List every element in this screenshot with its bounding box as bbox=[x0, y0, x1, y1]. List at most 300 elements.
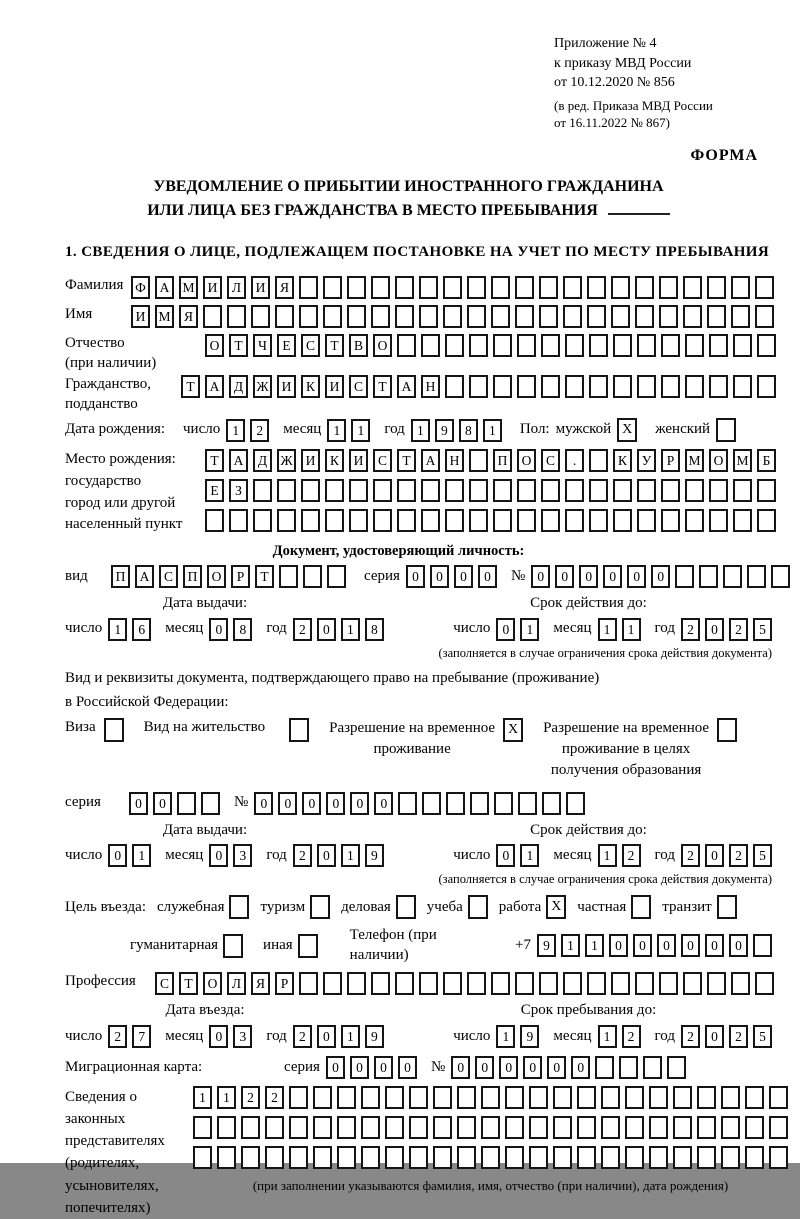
residence-issue-day-cells[interactable] bbox=[108, 844, 151, 867]
char-cell[interactable]: Ф bbox=[131, 276, 150, 299]
char-cell[interactable]: 0 bbox=[398, 1056, 417, 1079]
char-cell[interactable] bbox=[566, 792, 585, 815]
char-cell[interactable] bbox=[517, 509, 536, 532]
char-cell[interactable]: 2 bbox=[293, 844, 312, 867]
char-cell[interactable] bbox=[395, 972, 414, 995]
char-cell[interactable] bbox=[515, 276, 534, 299]
char-cell[interactable]: 5 bbox=[753, 618, 772, 641]
char-cell[interactable] bbox=[539, 276, 558, 299]
char-cell[interactable] bbox=[529, 1146, 548, 1169]
char-cell[interactable]: Т bbox=[205, 449, 224, 472]
char-cell[interactable] bbox=[349, 509, 368, 532]
char-cell[interactable] bbox=[697, 1116, 716, 1139]
char-cell[interactable]: 0 bbox=[603, 565, 622, 588]
char-cell[interactable] bbox=[757, 509, 776, 532]
char-cell[interactable]: 0 bbox=[317, 844, 336, 867]
char-cell[interactable] bbox=[577, 1146, 596, 1169]
doc-kind-cells[interactable] bbox=[111, 565, 346, 588]
char-cell[interactable]: 0 bbox=[633, 934, 652, 957]
phone-cells[interactable] bbox=[537, 934, 772, 957]
char-cell[interactable] bbox=[753, 934, 772, 957]
char-cell[interactable] bbox=[769, 1116, 788, 1139]
char-cell[interactable]: Т bbox=[397, 449, 416, 472]
char-cell[interactable]: 0 bbox=[496, 844, 515, 867]
citizenship-cells[interactable] bbox=[181, 375, 776, 398]
char-cell[interactable]: И bbox=[349, 449, 368, 472]
doc-number-cells[interactable] bbox=[531, 565, 790, 588]
char-cell[interactable]: 9 bbox=[537, 934, 556, 957]
char-cell[interactable]: Р bbox=[275, 972, 294, 995]
char-cell[interactable] bbox=[349, 479, 368, 502]
char-cell[interactable] bbox=[397, 509, 416, 532]
char-cell[interactable] bbox=[625, 1116, 644, 1139]
char-cell[interactable] bbox=[299, 305, 318, 328]
char-cell[interactable] bbox=[395, 276, 414, 299]
char-cell[interactable] bbox=[673, 1146, 692, 1169]
char-cell[interactable] bbox=[661, 334, 680, 357]
char-cell[interactable]: 8 bbox=[459, 419, 478, 442]
char-cell[interactable] bbox=[637, 375, 656, 398]
char-cell[interactable] bbox=[565, 375, 584, 398]
char-cell[interactable] bbox=[203, 305, 222, 328]
char-cell[interactable] bbox=[277, 479, 296, 502]
char-cell[interactable]: Е bbox=[205, 479, 224, 502]
birth-place-row3-cells[interactable] bbox=[205, 509, 776, 532]
char-cell[interactable] bbox=[635, 305, 654, 328]
char-cell[interactable] bbox=[481, 1116, 500, 1139]
char-cell[interactable] bbox=[313, 1116, 332, 1139]
profession-cells[interactable] bbox=[155, 972, 774, 995]
char-cell[interactable]: 2 bbox=[729, 844, 748, 867]
stay-year-cells[interactable] bbox=[681, 1025, 772, 1048]
char-cell[interactable] bbox=[721, 1116, 740, 1139]
char-cell[interactable] bbox=[757, 479, 776, 502]
char-cell[interactable] bbox=[587, 972, 606, 995]
char-cell[interactable]: 0 bbox=[209, 1025, 228, 1048]
char-cell[interactable] bbox=[493, 509, 512, 532]
char-cell[interactable]: 0 bbox=[254, 792, 273, 815]
char-cell[interactable]: У bbox=[637, 449, 656, 472]
char-cell[interactable] bbox=[443, 972, 462, 995]
surname-cells[interactable] bbox=[131, 276, 774, 299]
char-cell[interactable]: 1 bbox=[108, 618, 127, 641]
char-cell[interactable]: 0 bbox=[496, 618, 515, 641]
char-cell[interactable] bbox=[697, 1086, 716, 1109]
char-cell[interactable]: 1 bbox=[327, 419, 346, 442]
char-cell[interactable] bbox=[659, 972, 678, 995]
char-cell[interactable]: А bbox=[229, 449, 248, 472]
char-cell[interactable] bbox=[577, 1086, 596, 1109]
char-cell[interactable] bbox=[467, 305, 486, 328]
char-cell[interactable] bbox=[493, 479, 512, 502]
char-cell[interactable] bbox=[731, 305, 750, 328]
char-cell[interactable]: 0 bbox=[326, 1056, 345, 1079]
char-cell[interactable]: 1 bbox=[520, 618, 539, 641]
char-cell[interactable] bbox=[553, 1086, 572, 1109]
char-cell[interactable] bbox=[241, 1116, 260, 1139]
char-cell[interactable] bbox=[433, 1086, 452, 1109]
char-cell[interactable] bbox=[733, 334, 752, 357]
char-cell[interactable]: 0 bbox=[651, 565, 670, 588]
char-cell[interactable]: 1 bbox=[341, 618, 360, 641]
char-cell[interactable] bbox=[659, 276, 678, 299]
char-cell[interactable] bbox=[709, 479, 728, 502]
char-cell[interactable]: 8 bbox=[365, 618, 384, 641]
validity-month-cells[interactable] bbox=[598, 618, 641, 641]
purpose-tourism-checkbox[interactable] bbox=[310, 895, 330, 919]
char-cell[interactable] bbox=[649, 1146, 668, 1169]
char-cell[interactable] bbox=[421, 334, 440, 357]
char-cell[interactable] bbox=[611, 972, 630, 995]
char-cell[interactable] bbox=[323, 972, 342, 995]
char-cell[interactable] bbox=[385, 1146, 404, 1169]
char-cell[interactable] bbox=[541, 509, 560, 532]
char-cell[interactable]: 0 bbox=[350, 1056, 369, 1079]
char-cell[interactable]: Т bbox=[373, 375, 392, 398]
char-cell[interactable] bbox=[251, 305, 270, 328]
char-cell[interactable]: Т bbox=[255, 565, 274, 588]
char-cell[interactable]: 1 bbox=[561, 934, 580, 957]
char-cell[interactable] bbox=[518, 792, 537, 815]
char-cell[interactable]: М bbox=[179, 276, 198, 299]
residence-issue-year-cells[interactable] bbox=[293, 844, 384, 867]
char-cell[interactable]: И bbox=[301, 449, 320, 472]
char-cell[interactable]: 1 bbox=[585, 934, 604, 957]
char-cell[interactable]: Ч bbox=[253, 334, 272, 357]
issue-year-cells[interactable] bbox=[293, 618, 384, 641]
char-cell[interactable] bbox=[553, 1116, 572, 1139]
char-cell[interactable]: 0 bbox=[705, 934, 724, 957]
char-cell[interactable] bbox=[683, 276, 702, 299]
char-cell[interactable]: С bbox=[159, 565, 178, 588]
char-cell[interactable] bbox=[649, 1116, 668, 1139]
char-cell[interactable] bbox=[515, 305, 534, 328]
char-cell[interactable] bbox=[515, 972, 534, 995]
issue-day-cells[interactable] bbox=[108, 618, 151, 641]
char-cell[interactable] bbox=[611, 305, 630, 328]
char-cell[interactable]: А bbox=[397, 375, 416, 398]
char-cell[interactable]: 0 bbox=[374, 792, 393, 815]
char-cell[interactable]: 0 bbox=[406, 565, 425, 588]
char-cell[interactable] bbox=[709, 334, 728, 357]
char-cell[interactable] bbox=[467, 276, 486, 299]
birth-year-cells[interactable] bbox=[411, 419, 502, 442]
char-cell[interactable]: О bbox=[203, 972, 222, 995]
char-cell[interactable]: М bbox=[685, 449, 704, 472]
char-cell[interactable] bbox=[613, 479, 632, 502]
char-cell[interactable] bbox=[613, 509, 632, 532]
char-cell[interactable] bbox=[517, 334, 536, 357]
char-cell[interactable] bbox=[577, 1116, 596, 1139]
char-cell[interactable] bbox=[757, 334, 776, 357]
char-cell[interactable]: Б bbox=[757, 449, 776, 472]
char-cell[interactable]: Т bbox=[181, 375, 200, 398]
char-cell[interactable]: 2 bbox=[729, 618, 748, 641]
char-cell[interactable] bbox=[443, 276, 462, 299]
char-cell[interactable]: 0 bbox=[523, 1056, 542, 1079]
char-cell[interactable] bbox=[635, 972, 654, 995]
char-cell[interactable] bbox=[613, 375, 632, 398]
char-cell[interactable] bbox=[325, 509, 344, 532]
char-cell[interactable] bbox=[325, 479, 344, 502]
char-cell[interactable] bbox=[493, 334, 512, 357]
char-cell[interactable] bbox=[491, 972, 510, 995]
char-cell[interactable] bbox=[601, 1086, 620, 1109]
char-cell[interactable] bbox=[469, 375, 488, 398]
migration-series-cells[interactable] bbox=[326, 1056, 417, 1079]
char-cell[interactable]: А bbox=[155, 276, 174, 299]
char-cell[interactable] bbox=[707, 305, 726, 328]
temp-residence-checkbox[interactable]: X bbox=[503, 718, 523, 742]
char-cell[interactable] bbox=[481, 1146, 500, 1169]
char-cell[interactable]: 2 bbox=[681, 844, 700, 867]
char-cell[interactable] bbox=[323, 276, 342, 299]
purpose-other-checkbox[interactable] bbox=[298, 934, 318, 958]
char-cell[interactable] bbox=[589, 479, 608, 502]
char-cell[interactable] bbox=[683, 305, 702, 328]
char-cell[interactable] bbox=[745, 1086, 764, 1109]
char-cell[interactable] bbox=[565, 334, 584, 357]
char-cell[interactable]: М bbox=[733, 449, 752, 472]
char-cell[interactable] bbox=[563, 972, 582, 995]
char-cell[interactable] bbox=[539, 972, 558, 995]
char-cell[interactable] bbox=[685, 479, 704, 502]
char-cell[interactable]: 0 bbox=[627, 565, 646, 588]
char-cell[interactable]: Р bbox=[661, 449, 680, 472]
char-cell[interactable]: 2 bbox=[729, 1025, 748, 1048]
char-cell[interactable] bbox=[433, 1116, 452, 1139]
validity-day-cells[interactable] bbox=[496, 618, 539, 641]
char-cell[interactable]: 0 bbox=[729, 934, 748, 957]
char-cell[interactable]: 9 bbox=[365, 844, 384, 867]
char-cell[interactable]: В bbox=[349, 334, 368, 357]
char-cell[interactable] bbox=[587, 305, 606, 328]
char-cell[interactable] bbox=[227, 305, 246, 328]
char-cell[interactable] bbox=[661, 509, 680, 532]
char-cell[interactable] bbox=[755, 276, 774, 299]
char-cell[interactable] bbox=[289, 1086, 308, 1109]
gender-female-checkbox[interactable] bbox=[716, 418, 736, 442]
char-cell[interactable]: О bbox=[373, 334, 392, 357]
char-cell[interactable] bbox=[265, 1146, 284, 1169]
char-cell[interactable] bbox=[635, 276, 654, 299]
char-cell[interactable]: 0 bbox=[209, 844, 228, 867]
entry-day-cells[interactable] bbox=[108, 1025, 151, 1048]
entry-month-cells[interactable] bbox=[209, 1025, 252, 1048]
name-cells[interactable] bbox=[131, 305, 774, 328]
char-cell[interactable] bbox=[565, 509, 584, 532]
char-cell[interactable] bbox=[685, 375, 704, 398]
purpose-study-checkbox[interactable] bbox=[468, 895, 488, 919]
char-cell[interactable] bbox=[422, 792, 441, 815]
char-cell[interactable] bbox=[421, 509, 440, 532]
char-cell[interactable]: 2 bbox=[241, 1086, 260, 1109]
char-cell[interactable]: 1 bbox=[598, 618, 617, 641]
birth-day-cells[interactable] bbox=[226, 419, 269, 442]
char-cell[interactable]: 0 bbox=[609, 934, 628, 957]
char-cell[interactable] bbox=[601, 1116, 620, 1139]
char-cell[interactable]: П bbox=[111, 565, 130, 588]
char-cell[interactable]: О bbox=[207, 565, 226, 588]
char-cell[interactable]: 1 bbox=[598, 1025, 617, 1048]
char-cell[interactable]: 1 bbox=[193, 1086, 212, 1109]
char-cell[interactable] bbox=[421, 479, 440, 502]
char-cell[interactable] bbox=[241, 1146, 260, 1169]
char-cell[interactable]: И bbox=[131, 305, 150, 328]
char-cell[interactable] bbox=[553, 1146, 572, 1169]
char-cell[interactable]: 9 bbox=[365, 1025, 384, 1048]
char-cell[interactable] bbox=[637, 334, 656, 357]
char-cell[interactable] bbox=[541, 334, 560, 357]
char-cell[interactable]: 0 bbox=[571, 1056, 590, 1079]
char-cell[interactable] bbox=[385, 1086, 404, 1109]
temp-residence-edu-checkbox[interactable] bbox=[717, 718, 737, 742]
residence-validity-month-cells[interactable] bbox=[598, 844, 641, 867]
char-cell[interactable]: 2 bbox=[293, 618, 312, 641]
char-cell[interactable] bbox=[446, 792, 465, 815]
char-cell[interactable]: 9 bbox=[520, 1025, 539, 1048]
char-cell[interactable] bbox=[371, 276, 390, 299]
char-cell[interactable] bbox=[177, 792, 196, 815]
char-cell[interactable] bbox=[685, 334, 704, 357]
char-cell[interactable] bbox=[589, 334, 608, 357]
char-cell[interactable] bbox=[539, 305, 558, 328]
residence-series-cells[interactable] bbox=[129, 792, 220, 815]
char-cell[interactable] bbox=[217, 1116, 236, 1139]
char-cell[interactable]: И bbox=[325, 375, 344, 398]
char-cell[interactable] bbox=[707, 972, 726, 995]
char-cell[interactable]: 2 bbox=[622, 1025, 641, 1048]
char-cell[interactable]: Д bbox=[253, 449, 272, 472]
char-cell[interactable] bbox=[445, 334, 464, 357]
char-cell[interactable]: 1 bbox=[351, 419, 370, 442]
char-cell[interactable] bbox=[433, 1146, 452, 1169]
char-cell[interactable] bbox=[587, 276, 606, 299]
char-cell[interactable] bbox=[193, 1146, 212, 1169]
char-cell[interactable]: 2 bbox=[681, 1025, 700, 1048]
char-cell[interactable]: Е bbox=[277, 334, 296, 357]
char-cell[interactable]: 3 bbox=[233, 1025, 252, 1048]
char-cell[interactable]: С bbox=[155, 972, 174, 995]
char-cell[interactable] bbox=[409, 1116, 428, 1139]
char-cell[interactable] bbox=[419, 972, 438, 995]
char-cell[interactable] bbox=[419, 276, 438, 299]
char-cell[interactable] bbox=[397, 479, 416, 502]
char-cell[interactable] bbox=[373, 509, 392, 532]
char-cell[interactable]: 2 bbox=[265, 1086, 284, 1109]
char-cell[interactable] bbox=[469, 334, 488, 357]
char-cell[interactable] bbox=[457, 1086, 476, 1109]
char-cell[interactable] bbox=[289, 1146, 308, 1169]
char-cell[interactable] bbox=[323, 305, 342, 328]
char-cell[interactable] bbox=[709, 509, 728, 532]
char-cell[interactable]: 0 bbox=[454, 565, 473, 588]
char-cell[interactable]: Р bbox=[231, 565, 250, 588]
char-cell[interactable] bbox=[299, 972, 318, 995]
char-cell[interactable] bbox=[469, 449, 488, 472]
char-cell[interactable] bbox=[565, 479, 584, 502]
char-cell[interactable]: 0 bbox=[475, 1056, 494, 1079]
char-cell[interactable] bbox=[467, 972, 486, 995]
char-cell[interactable]: 0 bbox=[209, 618, 228, 641]
char-cell[interactable]: 2 bbox=[681, 618, 700, 641]
char-cell[interactable] bbox=[301, 509, 320, 532]
gender-male-checkbox[interactable]: X bbox=[617, 418, 637, 442]
char-cell[interactable] bbox=[659, 305, 678, 328]
char-cell[interactable] bbox=[643, 1056, 662, 1079]
char-cell[interactable] bbox=[683, 972, 702, 995]
representatives-row3-cells[interactable] bbox=[193, 1146, 788, 1169]
char-cell[interactable] bbox=[505, 1086, 524, 1109]
char-cell[interactable] bbox=[517, 479, 536, 502]
char-cell[interactable]: Ж bbox=[277, 449, 296, 472]
purpose-official-checkbox[interactable] bbox=[229, 895, 249, 919]
char-cell[interactable]: Н bbox=[445, 449, 464, 472]
char-cell[interactable]: 2 bbox=[108, 1025, 127, 1048]
char-cell[interactable] bbox=[589, 449, 608, 472]
char-cell[interactable]: 9 bbox=[435, 419, 454, 442]
char-cell[interactable]: 0 bbox=[451, 1056, 470, 1079]
char-cell[interactable] bbox=[385, 1116, 404, 1139]
char-cell[interactable]: К bbox=[301, 375, 320, 398]
char-cell[interactable] bbox=[201, 792, 220, 815]
char-cell[interactable] bbox=[755, 972, 774, 995]
char-cell[interactable] bbox=[721, 1086, 740, 1109]
char-cell[interactable] bbox=[589, 509, 608, 532]
char-cell[interactable]: З bbox=[229, 479, 248, 502]
char-cell[interactable] bbox=[529, 1116, 548, 1139]
char-cell[interactable]: А bbox=[421, 449, 440, 472]
char-cell[interactable] bbox=[707, 276, 726, 299]
char-cell[interactable] bbox=[731, 276, 750, 299]
char-cell[interactable] bbox=[303, 565, 322, 588]
char-cell[interactable]: 1 bbox=[622, 618, 641, 641]
char-cell[interactable] bbox=[193, 1116, 212, 1139]
char-cell[interactable] bbox=[541, 375, 560, 398]
char-cell[interactable] bbox=[723, 565, 742, 588]
char-cell[interactable] bbox=[755, 305, 774, 328]
char-cell[interactable]: 1 bbox=[520, 844, 539, 867]
char-cell[interactable] bbox=[747, 565, 766, 588]
char-cell[interactable] bbox=[613, 334, 632, 357]
char-cell[interactable]: 0 bbox=[705, 618, 724, 641]
char-cell[interactable]: И bbox=[251, 276, 270, 299]
char-cell[interactable] bbox=[347, 305, 366, 328]
char-cell[interactable]: 8 bbox=[233, 618, 252, 641]
entry-year-cells[interactable] bbox=[293, 1025, 384, 1048]
char-cell[interactable]: 0 bbox=[579, 565, 598, 588]
char-cell[interactable] bbox=[733, 509, 752, 532]
char-cell[interactable] bbox=[327, 565, 346, 588]
char-cell[interactable]: 0 bbox=[430, 565, 449, 588]
char-cell[interactable]: 0 bbox=[317, 1025, 336, 1048]
char-cell[interactable]: 0 bbox=[681, 934, 700, 957]
char-cell[interactable] bbox=[371, 972, 390, 995]
char-cell[interactable] bbox=[685, 509, 704, 532]
char-cell[interactable] bbox=[205, 509, 224, 532]
char-cell[interactable]: 1 bbox=[411, 419, 430, 442]
char-cell[interactable] bbox=[277, 509, 296, 532]
char-cell[interactable]: Т bbox=[325, 334, 344, 357]
char-cell[interactable] bbox=[769, 1146, 788, 1169]
residence-permit-checkbox[interactable] bbox=[289, 718, 309, 742]
residence-issue-month-cells[interactable] bbox=[209, 844, 252, 867]
char-cell[interactable]: 0 bbox=[317, 618, 336, 641]
char-cell[interactable]: 0 bbox=[108, 844, 127, 867]
char-cell[interactable] bbox=[529, 1086, 548, 1109]
residence-validity-year-cells[interactable] bbox=[681, 844, 772, 867]
char-cell[interactable] bbox=[661, 479, 680, 502]
